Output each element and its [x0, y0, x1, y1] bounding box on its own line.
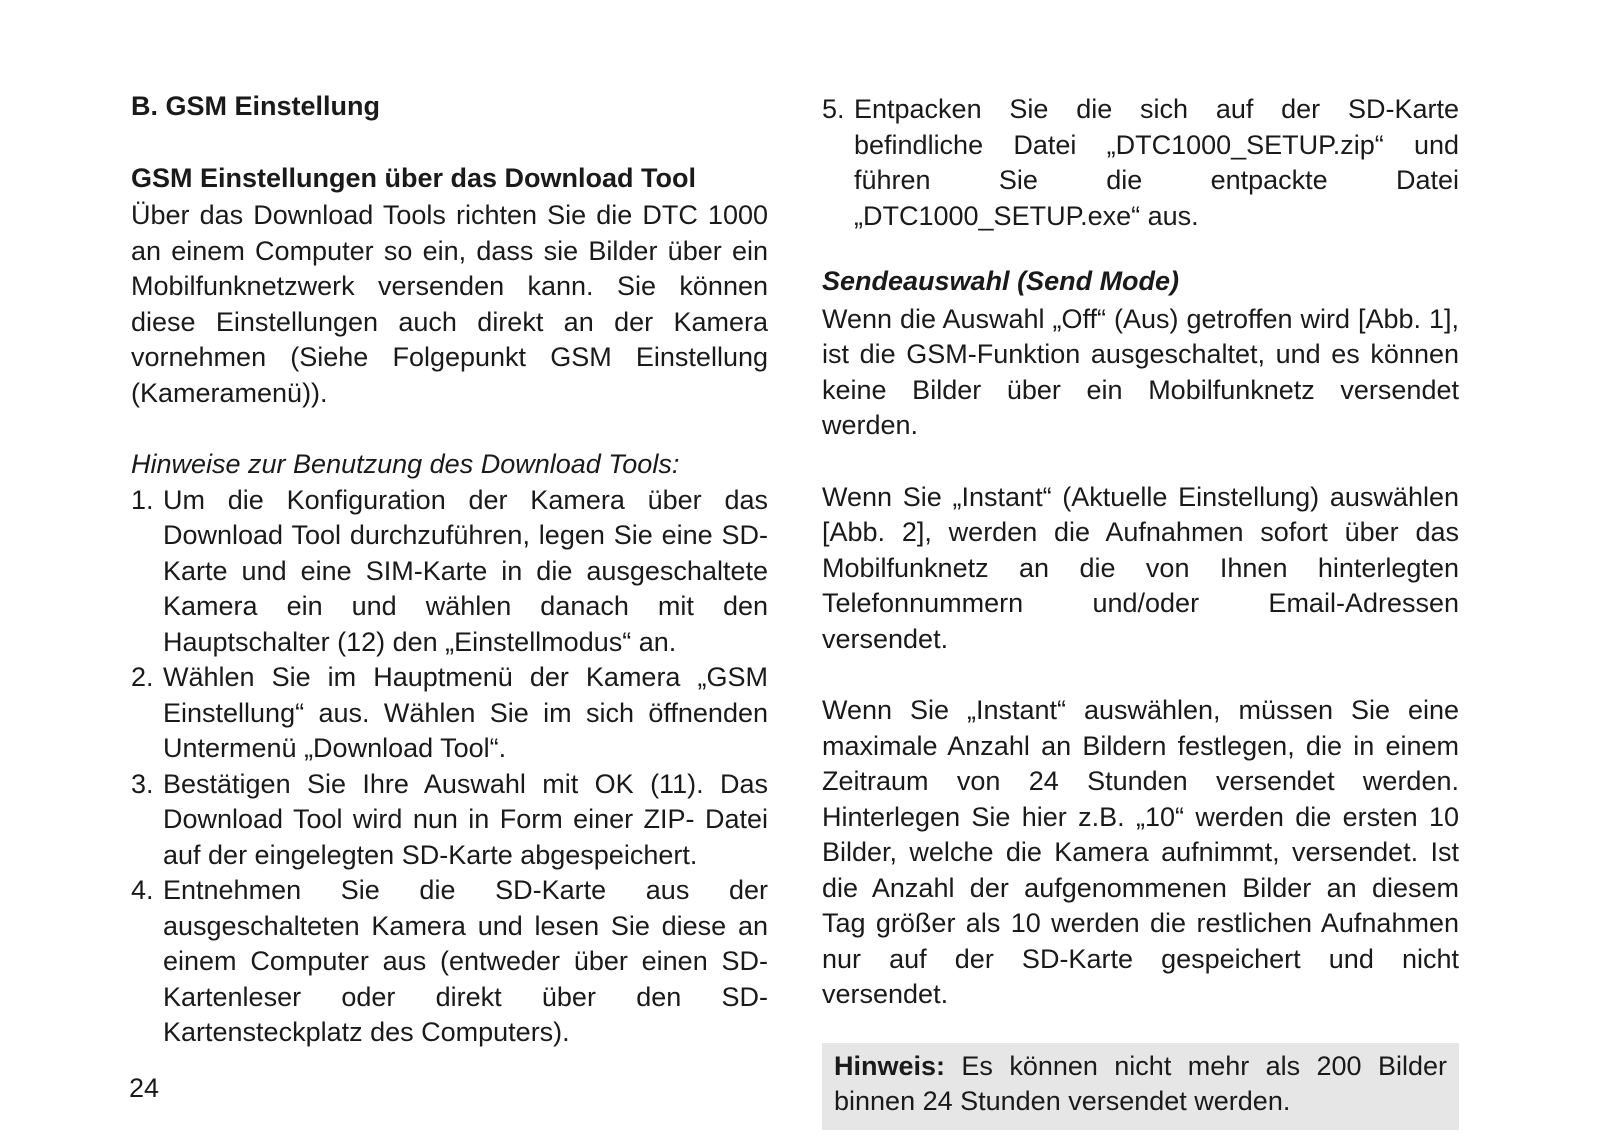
step-text: Entpacken Sie die sich auf der SD-Karte befindliche Datei „DTC1000_SETUP.zip“ und führen Sie die entpackte Datei „DTC1000_SETUP.exe“ aus.: [854, 94, 1459, 231]
step-text: Bestätigen Sie Ihre Auswahl mit OK (11). Das Download Tool wird nun in Form einer ZIP- Datei auf der eingelegten SD-Karte abgespeichert.: [163, 768, 768, 870]
list-item: [822, 92, 1459, 234]
send-mode-heading: Sendeauswahl (Send Mode): [822, 266, 1180, 296]
note-label: Hinweis:: [834, 1050, 946, 1081]
step-number: 1.: [131, 484, 154, 515]
step-text: Entnehmen Sie die SD-Karte aus der ausgeschalteten Kamera und lesen Sie diese an einem Computer aus (entweder über einen SD-Kartenleser oder direkt über den SD-Kartensteckplatz des Computers).: [163, 875, 768, 1047]
step-number: 3.: [131, 768, 154, 799]
note-text: Es können nicht mehr als 200 Bilder binnen 24 Stunden versendet werden.: [834, 1050, 1447, 1116]
steps-list-continued: [822, 92, 1459, 234]
sub-heading: GSM Einstellungen über das Download Tool: [131, 163, 697, 193]
note-box: [822, 1043, 1459, 1130]
list-item: [131, 660, 768, 767]
right-column: [822, 92, 1459, 1130]
steps-list: [131, 483, 768, 1051]
page-number: 24: [129, 1073, 160, 1103]
left-column: [131, 86, 768, 1051]
paragraph-off: Wenn die Auswahl „Off“ (Aus) getroffen wird [Abb. 1], ist die GSM-Funktion ausgeschaltet, und es können keine Bilder über ein Mobilfunknetz versendet werden.: [822, 303, 1459, 440]
list-item: [131, 483, 768, 661]
list-item: [131, 873, 768, 1051]
paragraph-instant: Wenn Sie „Instant“ (Aktuelle Einstellung) auswählen [Abb. 2], werden die Aufnahmen sofort über das Mobilfunknetz an die von Ihnen hinterlegten Telefonnummern und/oder Email-Adressen versendet.: [822, 481, 1459, 654]
intro-paragraph: Über das Download Tools richten Sie die DTC 1000 an einem Computer so ein, dass sie Bilder über ein Mobilfunknetzwerk versenden kann. Sie können diese Einstellungen auch direkt an der Kamera vornehmen (Siehe Folgepunkt GSM Einstellung (Kameramenü)).: [131, 200, 768, 408]
section-heading: B. GSM Einstellung: [131, 91, 381, 121]
step-text: Um die Konfiguration der Kamera über das Download Tool durchzuführen, legen Sie eine SD-Karte und eine SIM-Karte in die ausgeschaltete Kamera ein und wählen danach mit den Hauptschalter (12) den „Einstellmodus“ an.: [163, 484, 768, 657]
hints-heading: Hinweise zur Benutzung des Download Tools:: [131, 449, 680, 479]
step-number: 2.: [131, 662, 154, 692]
step-number: 4.: [131, 875, 154, 905]
step-number: 5.: [822, 94, 845, 124]
step-text: Wählen Sie im Hauptmenü der Kamera „GSM Einstellung“ aus. Wählen Sie im sich öffnenden Untermenü „Download Tool“.: [163, 662, 768, 763]
list-item: [131, 767, 768, 874]
paragraph-limit: Wenn Sie „Instant“ auswählen, müssen Sie eine maximale Anzahl an Bildern festlegen, die in einem Zeitraum von 24 Stunden versendet werden. Hinterlegen Sie hier z.B. „10“ werden die ersten 10 Bilder, welche die Kamera aufnimmt, versendet. Ist die Anzahl der aufgenommenen Bilder an diesem Tag größer als 10 werden die restlichen Aufnahmen nur auf der SD-Karte gespeichert und nicht versendet.: [822, 695, 1459, 1009]
